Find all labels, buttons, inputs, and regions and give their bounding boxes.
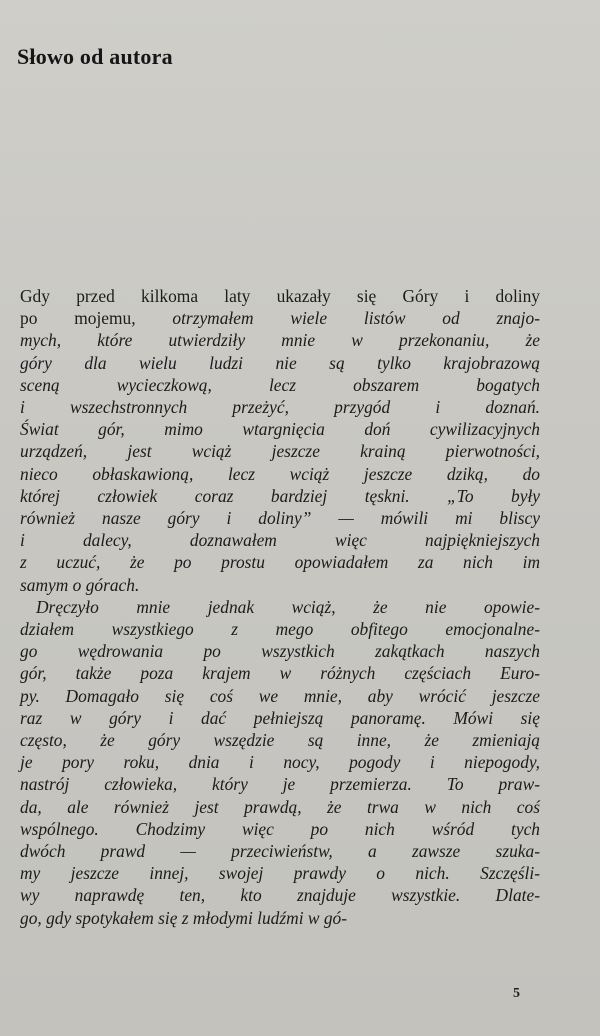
text-run: go wędrowania po wszystkich zakątkach naszych: [20, 641, 540, 662]
text-run: dwóch prawd — przeciwieństw, a zawsze szuka-: [20, 841, 540, 862]
page-number: 5: [513, 986, 520, 1001]
text-line: [20, 751, 540, 773]
text-run: i wszechstronnych przeżyć, przygód i doznań.: [20, 397, 540, 418]
text-run: często, że góry wszędzie są inne, że zmieniają: [20, 730, 540, 751]
text-line: [20, 662, 540, 684]
text-line: [20, 352, 540, 374]
text-run: Góry i doliny: [402, 286, 541, 306]
text-line: [20, 907, 540, 929]
text-run: da, ale również jest prawdą, że trwa w nich coś: [20, 796, 540, 817]
text-run: nastrój człowieka, który je przemierza. To praw-: [20, 774, 540, 795]
text-run: z uczuć, że po prostu opowiadałem za nich im: [20, 552, 540, 573]
text-line: [20, 374, 540, 396]
text-line: [20, 862, 540, 884]
text-run: działem wszystkiego z mego obfitego emocjonalne-: [20, 619, 540, 640]
text-run: również nasze góry i doliny” — mówili mi bliscy: [20, 508, 540, 529]
text-line: [20, 329, 540, 351]
text-run: Gdy przed kilkoma laty ukazały się: [20, 286, 403, 306]
text-run: której człowiek coraz bardziej tęskni. „To były: [20, 485, 540, 506]
text-run: py. Domagało się coś we mnie, aby wrócić jeszcze: [20, 685, 540, 706]
text-line: [20, 551, 540, 573]
text-line: [20, 418, 540, 440]
text-line: [20, 285, 540, 307]
text-line: [20, 685, 540, 707]
text-run: Świat gór, mimo wtargnięcia doń cywilizacyjnych: [20, 419, 540, 440]
text-run: , otrzymałem wiele listów od znajo-: [131, 308, 540, 329]
text-line: [20, 840, 540, 862]
text-run: samym o górach.: [20, 574, 140, 595]
text-line: [20, 640, 540, 662]
text-line: [20, 507, 540, 529]
text-line: [20, 729, 540, 751]
paragraph: [20, 285, 540, 596]
text-run: góry dla wielu ludzi nie są tylko krajobrazową: [20, 352, 540, 373]
text-line: [20, 796, 540, 818]
text-line: [20, 884, 540, 906]
text-run: wspólnego. Chodzimy więc po nich wśród tych: [20, 818, 540, 839]
body-text: [20, 285, 540, 929]
text-run: mych, które utwierdziły mnie w przekonaniu, że: [20, 330, 540, 351]
text-line: [20, 707, 540, 729]
text-run: nieco obłaskawioną, lecz wciąż jeszcze dziką, do: [20, 463, 540, 484]
text-line: [20, 574, 540, 596]
text-run: i dalecy, doznawałem więc najpiękniejszych: [20, 530, 540, 551]
text-run: raz w góry i dać pełniejszą panoramę. Mówi się: [20, 707, 540, 728]
text-run: go, gdy spotykałem się z młodymi ludźmi w gó-: [20, 907, 347, 928]
text-line: [20, 440, 540, 462]
text-run: po mojemu: [20, 308, 132, 329]
text-line: [20, 618, 540, 640]
text-run: Dręczyło mnie jednak wciąż, że nie opowie-: [36, 596, 540, 617]
text-line: [20, 463, 540, 485]
text-line: [20, 529, 540, 551]
text-line: [20, 307, 540, 329]
text-run: je pory roku, dnia i nocy, pogody i niepogody,: [20, 752, 540, 773]
chapter-heading: Słowo od autora: [17, 44, 173, 69]
text-line: [20, 596, 540, 618]
text-run: my jeszcze innej, swojej prawdy o nich. Szczęśli-: [20, 863, 540, 884]
text-line: [20, 773, 540, 795]
text-run: gór, także poza krajem w różnych częściach Euro-: [20, 663, 540, 684]
text-line: [20, 396, 540, 418]
text-run: wy naprawdę ten, kto znajduje wszystkie. Dlate-: [20, 885, 540, 906]
text-line: [20, 485, 540, 507]
text-line: [20, 818, 540, 840]
text-run: urządzeń, jest wciąż jeszcze krainą pierwotności,: [20, 441, 540, 462]
text-run: sceną wycieczkową, lecz obszarem bogatych: [20, 374, 540, 395]
paragraph: [20, 596, 540, 929]
